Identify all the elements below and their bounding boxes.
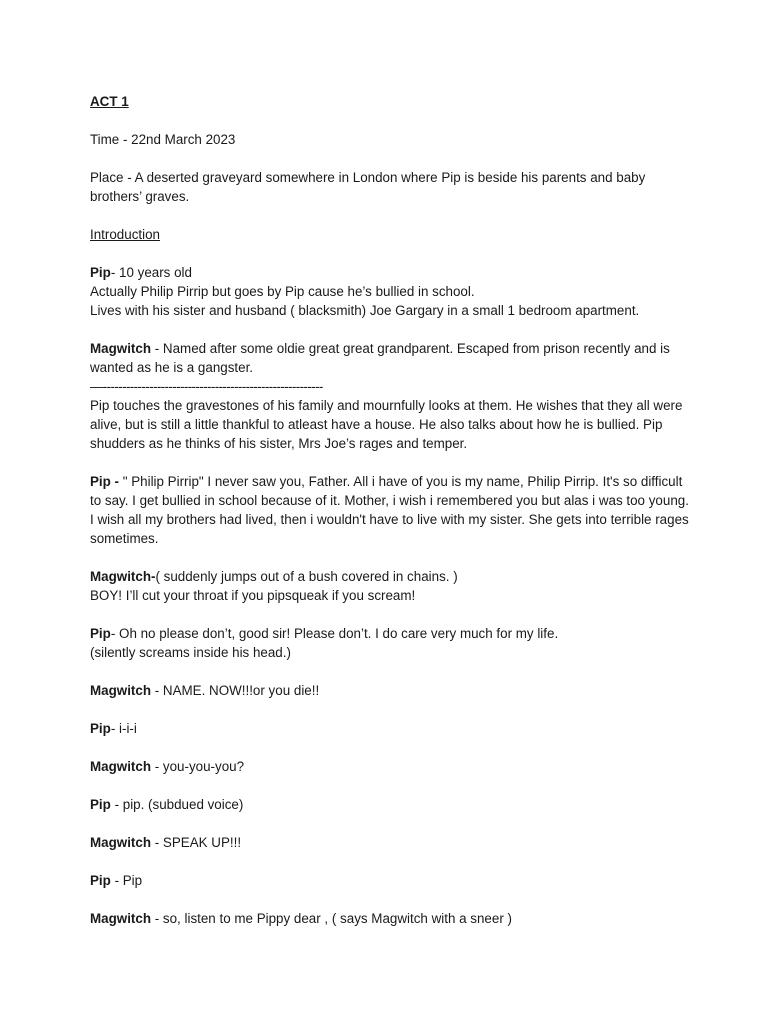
speech-extra: (silently screams inside his head.): [90, 645, 291, 660]
place-line: Place - A deserted graveyard somewhere in London where Pip is beside his parents and baby brothers’ graves.: [90, 170, 646, 204]
speaker-name: Pip: [90, 626, 111, 641]
intro-magwitch-name: Magwitch: [90, 341, 152, 356]
document-page: [90, 92, 690, 928]
introduction-heading: Introduction: [90, 227, 160, 242]
intro-pip-age: - 10 years old: [110, 265, 192, 280]
speaker-name: Magwitch: [90, 911, 152, 926]
dialogue-line-2: [90, 567, 690, 605]
speech-text: - pip. (subdued voice): [110, 797, 244, 812]
speech-text: - i-i-i: [110, 721, 137, 736]
speaker-name: Pip: [90, 721, 111, 736]
stage-direction: Pip touches the gravestones of his family and mournfully looks at them. He wishes that they all were alive, but is still a little thankful to atleast have a house. He also talks about how he is bullied. Pip shudders as he thinks of his sister, Mrs Joe’s rages and temper.: [90, 398, 683, 451]
dialogue-line-5: [90, 719, 690, 738]
dialogue-line-6: [90, 757, 690, 776]
intro-pip: [90, 263, 690, 320]
intro-magwitch-text: - Named after some oldie great great grandparent. Escaped from prison recently and is wanted as he is a gangster.: [90, 341, 670, 375]
speech-extra: BOY! I’ll cut your throat if you pipsqueak if you scream!: [90, 588, 416, 603]
speech-text: ( suddenly jumps out of a bush covered in chains. ): [155, 569, 458, 584]
speech-text: " Philip Pirrip" I never saw you, Father. All i have of you is my name, Philip Pirrip. It's so difficult to say. I get bullied in school because of it. Mother, i wish i remembered you but alas i was too young. I wish all my brothers had lived, then i wouldn't have to live with my sister. She gets into terrible rages sometimes.: [90, 474, 689, 546]
intro-pip-line3: Lives with his sister and husband ( blacksmith) Joe Gargary in a small 1 bedroom apartment.: [90, 303, 640, 318]
act-heading: ACT 1: [90, 94, 129, 109]
speech-text: - NAME. NOW!!!or you die!!: [151, 683, 320, 698]
speaker-name: Magwitch-: [90, 569, 156, 584]
separator-line: —---------------------------------------------------------: [90, 379, 323, 394]
dialogue-line-3: [90, 624, 690, 662]
intro-pip-line2: Actually Philip Pirrip but goes by Pip cause he’s bullied in school.: [90, 284, 475, 299]
speaker-name: Pip: [90, 797, 111, 812]
speech-text: - you-you-you?: [151, 759, 245, 774]
time-line: Time - 22nd March 2023: [90, 132, 236, 147]
intro-magwitch: [90, 339, 690, 377]
speech-text: - Oh no please don’t, good sir! Please don’t. I do care very much for my life.: [110, 626, 559, 641]
speaker-name: Pip: [90, 873, 111, 888]
dialogue-line-9: [90, 871, 690, 890]
speaker-name: Magwitch: [90, 835, 152, 850]
speech-text: - so, listen to me Pippy dear , ( says Magwitch with a sneer ): [151, 911, 512, 926]
speaker-name: Magwitch: [90, 683, 152, 698]
dialogue-line-1: [90, 472, 690, 548]
dialogue-line-7: [90, 795, 690, 814]
dialogue-line-10: [90, 909, 690, 928]
speaker-name: Magwitch: [90, 759, 152, 774]
speech-text: - SPEAK UP!!!: [151, 835, 242, 850]
speaker-name: Pip -: [90, 474, 120, 489]
speech-text: - Pip: [110, 873, 143, 888]
intro-pip-name: Pip: [90, 265, 111, 280]
dialogue-line-4: [90, 681, 690, 700]
dialogue-line-8: [90, 833, 690, 852]
